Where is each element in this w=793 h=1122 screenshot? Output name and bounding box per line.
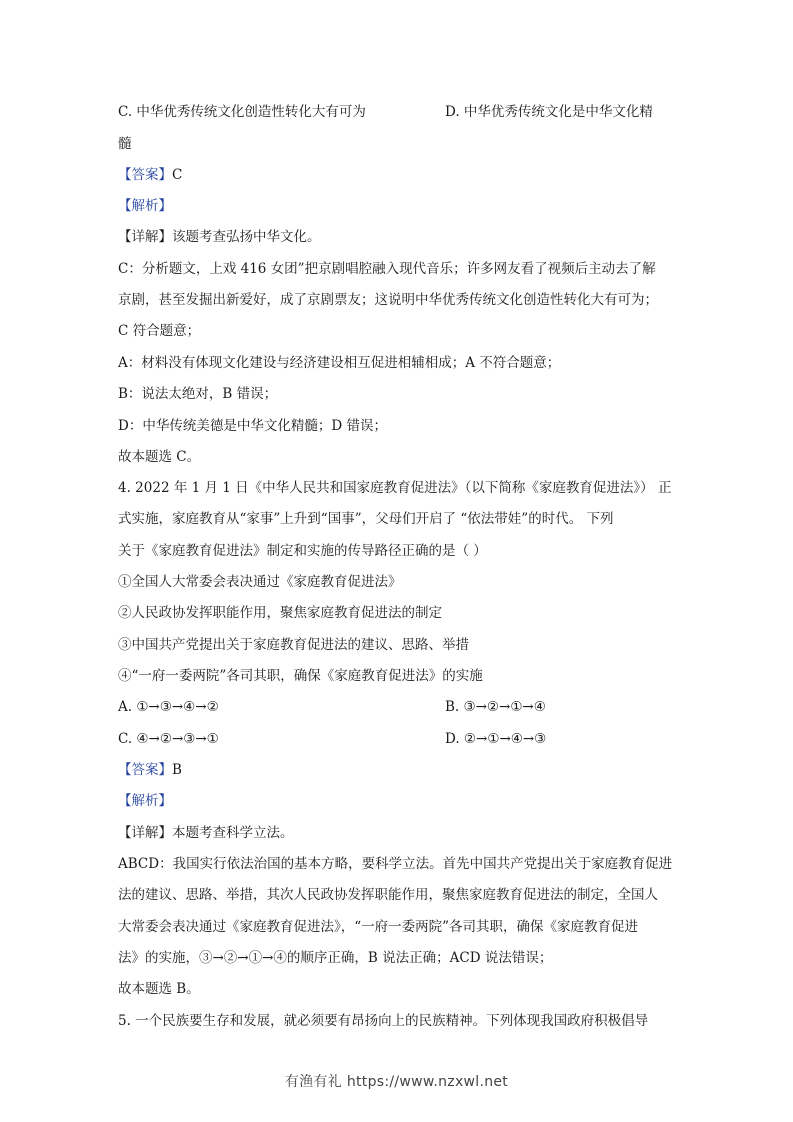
q4-option-a: A. ①→③→④→② [118, 699, 219, 715]
q3-option-c: C. 中华优秀传统文化创造性转化大有可为 [118, 104, 366, 120]
q4-explanation-line: 法的建议、思路、举措，其次人民政协发挥职能作用，聚焦家庭教育促进法的制定，全国人 [118, 887, 658, 903]
q4-option-b: B. ③→②→①→④ [445, 699, 546, 715]
footer-watermark: 有渔有礼 https://www.nzxwl.net [284, 1074, 509, 1090]
q4-explanation-line: 大常委会表决通过《家庭教育促进法》，“一府一委两院”各司其职，确保《家庭教育促进 [118, 919, 639, 935]
q3-explanation-line: B：说法太绝对，B 错误； [118, 386, 278, 402]
q4-option-c: C. ④→②→③→① [118, 731, 219, 747]
answer-tag: 【答案】 [118, 762, 172, 778]
detail-text: 该题考查弘扬中华文化。 [172, 229, 321, 245]
q3-option-d: D. 中华优秀传统文化是中华文化精 [445, 104, 653, 120]
detail-tag: 【详解】 [118, 825, 172, 841]
q3-explanation-line: C：分析题文，上戏 416 女团”把京剧唱腔融入现代音乐；许多网友看了视频后主动去了解 [118, 261, 656, 277]
answer-value: B [172, 762, 182, 778]
q4-detail [118, 824, 294, 842]
q3-option-d-continued: 髓 [118, 136, 132, 152]
q4-item: ③中国共产党提出关于家庭教育促进法的建议、思路、举措 [118, 637, 469, 653]
q4-explanation-line: ABCD：我国实行依法治国的基本方略，要科学立法。首先中国共产党提出关于家庭教育促进 [118, 856, 673, 872]
q4-stem-line: 4. 2022 年 1 月 1 日《中华人民共和国家庭教育促进法》（以下简称《家庭教育促进法》） 正 [118, 480, 672, 496]
q3-explanation-line: A：材料没有体现文化建设与经济建设相互促进相辅相成；A 不符合题意； [118, 355, 561, 371]
detail-tag: 【详解】 [118, 229, 172, 245]
q4-item: ④“一府一委两院”各司其职，确保《家庭教育促进法》的实施 [118, 668, 483, 684]
q3-detail [118, 228, 321, 246]
q3-conclusion: 故本题选 C。 [118, 449, 201, 465]
q4-analysis-tag: 【解析】 [118, 793, 172, 809]
q3-analysis-tag: 【解析】 [118, 198, 172, 214]
q4-conclusion: 故本题选 B。 [118, 981, 200, 997]
q4-answer [118, 761, 182, 779]
q4-stem-line: 式实施，家庭教育从“家事”上升到“国事”，父母们开启了 “依法带娃”的时代。 下列 [118, 511, 614, 527]
q3-explanation-line: D：中华传统美德是中华文化精髓；D 错误； [118, 418, 387, 434]
q4-option-d: D. ②→①→④→③ [445, 731, 547, 747]
q4-item: ①全国人大常委会表决通过《家庭教育促进法》 [118, 574, 402, 590]
q3-explanation-line: C 符合题意； [118, 323, 201, 339]
q3-explanation-line: 京剧，甚至发掘出新爱好，成了京剧票友；这说明中华优秀传统文化创造性转化大有可为； [118, 292, 658, 308]
detail-text: 本题考查科学立法。 [172, 825, 294, 841]
q3-answer [118, 166, 182, 184]
q5-stem-line: 5. 一个民族要生存和发展，就必须要有昂扬向上的民族精神。下列体现我国政府积极倡导 [118, 1013, 649, 1029]
answer-tag: 【答案】 [118, 167, 172, 183]
q4-explanation-line: 法》的实施，③→②→①→④的顺序正确，B 说法正确；ACD 说法错误； [118, 950, 553, 966]
answer-value: C [172, 167, 183, 183]
q4-item: ②人民政协发挥职能作用，聚焦家庭教育促进法的制定 [118, 605, 442, 621]
q4-stem-line: 关于《家庭教育促进法》制定和实施的传导路径正确的是（ ） [118, 543, 487, 559]
